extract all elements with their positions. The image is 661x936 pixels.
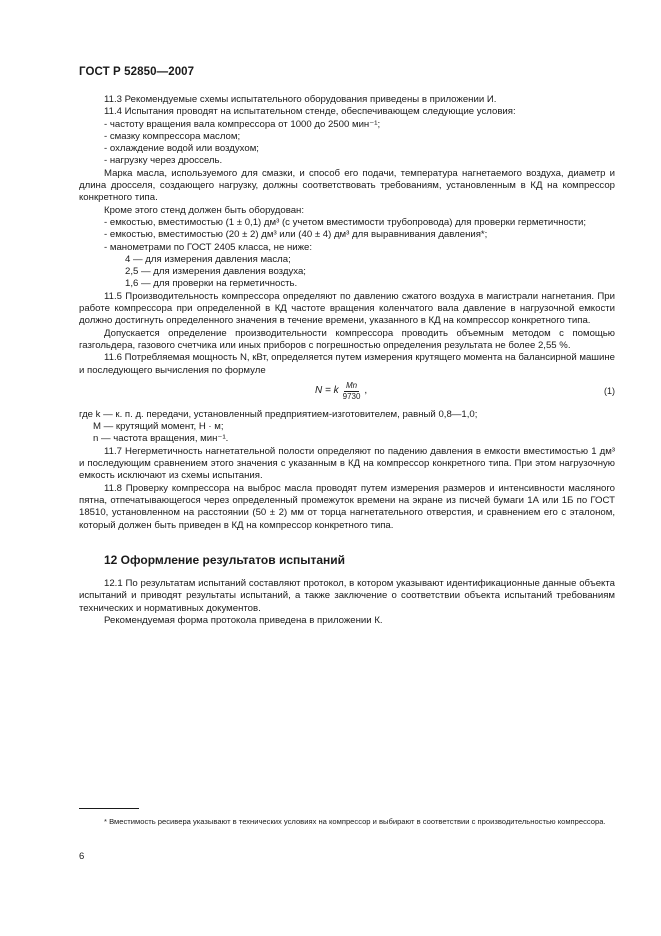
document-body [79,94,615,627]
equipment-item: - емкостью, вместимостью (20 ± 2) дм³ или (40 ± 4) дм³ для выравнивания давления*; [104,229,488,241]
equipment-item: - манометрами по ГОСТ 2405 класса, не ниже: [104,241,313,253]
standard-header: ГОСТ Р 52850—2007 [79,66,195,78]
paragraph-11-5: 11.5 Производительность компрессора определяют по давлению сжатого воздуха в магистрали нагнетания. При работе компрессора при определенной в КД частоте вращения коленчатого вала давление в нагрузочной емкости должно достигнуть определенного значения в течение времени, указанного в КД на компрессор конкретного типа. [79,290,615,327]
formula-numerator: Mn [345,380,358,390]
condition-item: - охлаждение водой или воздухом; [104,143,259,155]
formula-number: (1) [604,385,615,396]
allow-paragraph: Допускается определение производительности компрессора проводить объемным методом с помощью газгольдера, газового счетчика или иных приборов с погрешностью определения результата не более 2,55 %. [79,327,615,351]
paragraph-11-6: 11.6 Потребляемая мощность N, кВт, определяется путем измерения крутящего момента на балансирной машине и последующего вычисления по формуле [79,352,615,376]
formula-denominator: 9730 [342,391,361,401]
paragraph-11-8: 11.8 Проверку компрессора на выброс масла проводят путем измерения размеров и интенсивности масляного пятна, отпечатывающегося через определенный промежуток времени на экране из писчей бумаги 1А или 1Б по ГОСТ 18510, установленном на расстоянии (50 ± 2) мм от торца нагнетательного отверстия, и сравнением его с эталоном, который должен быть приведен в КД на компрессор конкретного типа. [79,482,615,531]
formula-fraction [341,381,363,402]
footnote: * Вместимость ресивера указывают в технических условиях на компрессор и выбирают в соответствии с производительностью компрессора. [104,817,606,826]
page-number: 6 [79,851,85,862]
manometer-class-item: 2,5 — для измерения давления воздуха; [125,266,306,278]
equipment-item: - емкостью, вместимостью (1 ± 0,1) дм³ (с учетом вместимости трубопровода) для проверки герметичности; [104,216,587,228]
section-12-heading: 12 Оформление результатов испытаний [104,552,346,567]
manometer-class-item: 1,6 — для проверки на герметичность. [125,278,298,290]
formula-expression [315,381,367,402]
recommendation-paragraph: Рекомендуемая форма протокола приведена в приложении К. [104,614,383,626]
condition-item: - частоту вращения вала компрессора от 1000 до 2500 мин⁻¹; [104,118,381,130]
manometer-class-item: 4 — для измерения давления масла; [125,253,291,265]
formula-lhs: N = k [315,385,339,397]
condition-item: - нагрузку через дроссель. [104,155,223,167]
condition-item: - смазку компрессора маслом; [104,130,241,142]
stand-paragraph: Кроме этого стенд должен быть оборудован: [104,204,305,216]
formula-1 [79,379,615,407]
where-item: n — частота вращения, мин⁻¹. [93,433,229,445]
paragraph-11-4: 11.4 Испытания проводят на испытательном стенде, обеспечивающем следующие условия: [104,106,516,118]
formula-trail: , [364,385,368,397]
footnote-rule [79,808,139,809]
where-clause: где k — к. п. д. передачи, установленный предприятием-изготовителем, равный 0,8—1,0; [79,408,478,420]
paragraph-11-7: 11.7 Негерметичность нагнетательной полости определяют по падению давления в емкости вместимостью 1 дм³ и последующим сравнением этого значения с указанным в КД на компрессор конкретного типа. При этом нагрузочную емкость исключают из схемы испытания. [79,445,615,482]
oil-paragraph: Марка масла, используемого для смазки, и способ его подачи, температура нагнетаемого воздуха, диаметр и длина дросселя, создающего нагрузку, должны соответствовать требованиям, установленным в КД на компрессор конкретного типа. [79,167,615,204]
paragraph-12-1: 12.1 По результатам испытаний составляют протокол, в котором указывают идентификационные данные объекта испытаний и приводят результаты испытаний, а также заключение о соответствии объекта испытаний требованиям технических и нормативных документов. [79,578,615,614]
where-item: M — крутящий момент, Н · м; [93,421,224,433]
paragraph-11-3: 11.3 Рекомендуемые схемы испытательного оборудования приведены в приложении И. [104,94,497,105]
